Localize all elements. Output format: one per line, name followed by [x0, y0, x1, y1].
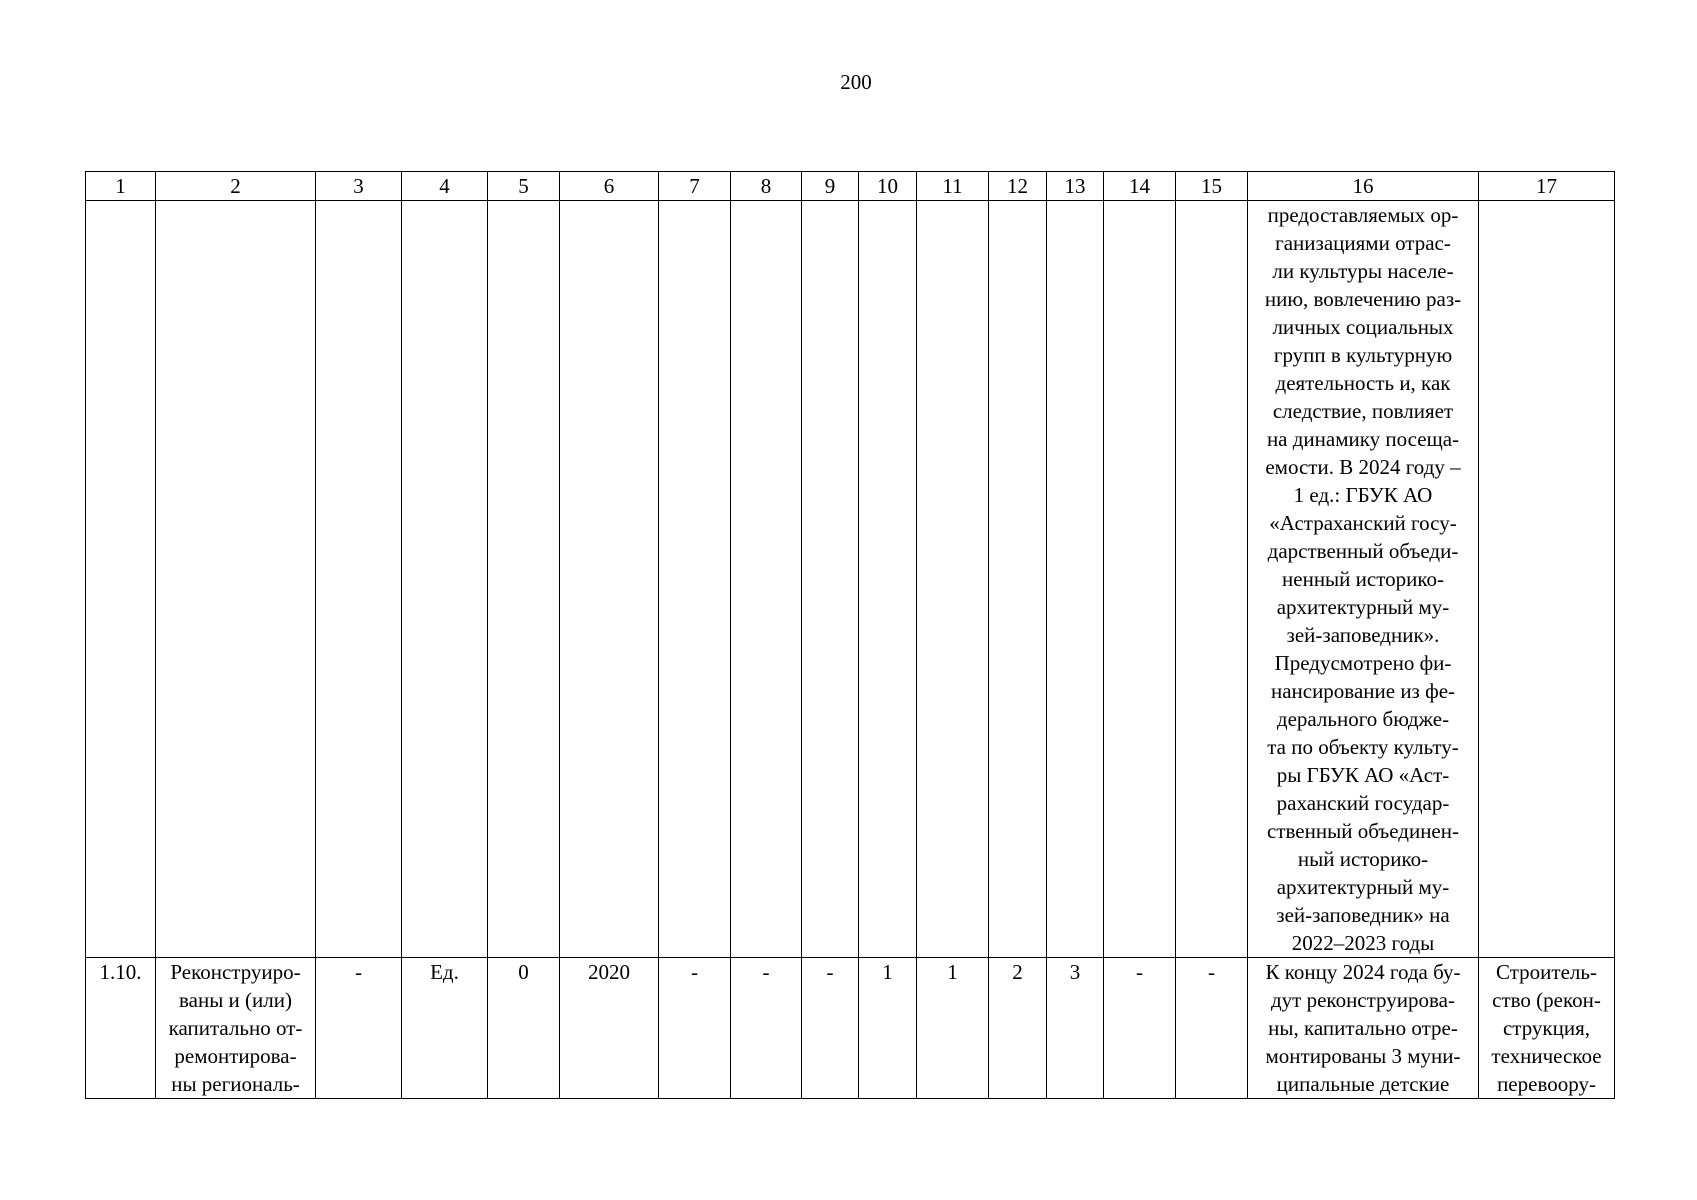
header-cell: 2	[156, 172, 316, 201]
table-cell-empty	[560, 201, 659, 958]
text-line: ли культуры населе-	[1272, 259, 1454, 283]
header-cell: 5	[488, 172, 560, 201]
note-text	[1481, 958, 1612, 1098]
table-cell-empty	[402, 201, 488, 958]
text-line: нию, вовлечению раз-	[1264, 287, 1462, 311]
result-description-text	[1250, 201, 1476, 957]
text-line: предоставляемых ор-	[1267, 203, 1459, 227]
text-line: ственный объединен-	[1267, 819, 1459, 843]
table-cell-empty	[859, 201, 917, 958]
table-cell: 2	[989, 958, 1047, 1099]
text-line: на динамику посеща-	[1266, 427, 1460, 451]
table-cell: -	[1176, 958, 1248, 1099]
table-cell-empty	[86, 201, 156, 958]
text-line: Реконструиро-	[170, 960, 301, 984]
table-cell: 3	[1047, 958, 1104, 1099]
table-cell-empty	[731, 201, 802, 958]
text-line: Предусмотрено фи-	[1274, 651, 1452, 675]
header-cell: 14	[1104, 172, 1176, 201]
text-line: ны региональ-	[171, 1072, 300, 1096]
header-cell: 1	[86, 172, 156, 201]
table-row	[86, 958, 1615, 1099]
table-cell-empty	[1104, 201, 1176, 958]
text-line: ремонтирова-	[174, 1044, 297, 1068]
text-line: дарственный объеди-	[1267, 539, 1459, 563]
text-line: раханский государ-	[1276, 791, 1450, 815]
header-cell: 8	[731, 172, 802, 201]
note-cell	[1479, 958, 1615, 1099]
text-line: дут реконструирова-	[1271, 988, 1455, 1012]
text-line: перевоору-	[1497, 1072, 1596, 1096]
base-year-cell: 2020	[560, 958, 659, 1099]
table-cell-empty	[156, 201, 316, 958]
text-line: «Астраханский госу-	[1269, 511, 1457, 535]
table-cell-empty	[488, 201, 560, 958]
table-cell-empty	[802, 201, 859, 958]
text-line: зей-заповедник».	[1286, 623, 1440, 647]
text-line: ципальные детские	[1276, 1072, 1450, 1096]
text-line: техническое	[1491, 1044, 1602, 1068]
header-cell: 6	[560, 172, 659, 201]
text-line: та по объекту культу-	[1267, 735, 1459, 759]
text-line: дерального бюдже-	[1276, 707, 1450, 731]
text-line: ваны и (или)	[179, 988, 292, 1012]
table-cell: -	[802, 958, 859, 1099]
text-line: следствие, повлияет	[1272, 399, 1454, 423]
table-cell-empty	[1176, 201, 1248, 958]
header-cell: 11	[917, 172, 989, 201]
text-line: ный историко-	[1297, 847, 1429, 871]
table-cell-empty	[917, 201, 989, 958]
text-line: капитально от-	[168, 1016, 303, 1040]
table-cell: 1	[859, 958, 917, 1099]
row-number-cell: 1.10.	[86, 958, 156, 1099]
data-table	[85, 171, 1615, 1099]
result-description-text	[1250, 958, 1476, 1098]
table-cell: -	[659, 958, 731, 1099]
table-cell-empty	[1047, 201, 1104, 958]
header-cell: 7	[659, 172, 731, 201]
text-line: струкция,	[1502, 1016, 1591, 1040]
header-cell: 16	[1248, 172, 1479, 201]
table-row-continuation	[86, 201, 1615, 958]
table-cell-empty	[989, 201, 1047, 958]
indicator-name-cell	[156, 958, 316, 1099]
result-description-cell	[1248, 958, 1479, 1099]
text-line: архитектурный му-	[1276, 875, 1450, 899]
header-cell: 15	[1176, 172, 1248, 201]
header-cell: 17	[1479, 172, 1615, 201]
table-cell: -	[1104, 958, 1176, 1099]
table-cell-empty	[1479, 201, 1615, 958]
text-line: личных социальных	[1272, 315, 1454, 339]
table-header-row	[86, 172, 1615, 201]
header-cell: 13	[1047, 172, 1104, 201]
result-description-cell	[1248, 201, 1479, 958]
text-line: групп в культурную	[1273, 343, 1453, 367]
text-line: нансирование из фе-	[1270, 679, 1456, 703]
text-line: ство (рекон-	[1492, 988, 1601, 1012]
text-line: ненный историко-	[1282, 567, 1444, 591]
header-cell: 9	[802, 172, 859, 201]
page-number: 200	[840, 70, 872, 94]
table-cell: 1	[917, 958, 989, 1099]
table-cell: -	[316, 958, 402, 1099]
text-line: зей-заповедник» на	[1276, 903, 1450, 927]
unit-cell: Ед.	[402, 958, 488, 1099]
text-line: монтированы 3 муни-	[1265, 1044, 1461, 1068]
text-line: ганизациями отрас-	[1275, 231, 1451, 255]
text-line: К концу 2024 года бу-	[1265, 960, 1461, 984]
text-line: Строитель-	[1496, 960, 1597, 984]
table-cell: 0	[488, 958, 560, 1099]
table-cell: -	[731, 958, 802, 1099]
text-line: ры ГБУК АО «Аст-	[1276, 763, 1450, 787]
header-cell: 4	[402, 172, 488, 201]
table-cell-empty	[659, 201, 731, 958]
text-line: 2022–2023 годы	[1291, 931, 1435, 955]
header-cell: 3	[316, 172, 402, 201]
header-cell: 10	[859, 172, 917, 201]
text-line: 1 ед.: ГБУК АО	[1293, 483, 1433, 507]
text-line: деятельность и, как	[1275, 371, 1451, 395]
header-cell: 12	[989, 172, 1047, 201]
text-line: ны, капитально отре-	[1268, 1016, 1458, 1040]
table-cell-empty	[316, 201, 402, 958]
text-line: емости. В 2024 году –	[1265, 455, 1461, 479]
indicator-name-text	[158, 958, 313, 1098]
text-line: архитектурный му-	[1276, 595, 1450, 619]
